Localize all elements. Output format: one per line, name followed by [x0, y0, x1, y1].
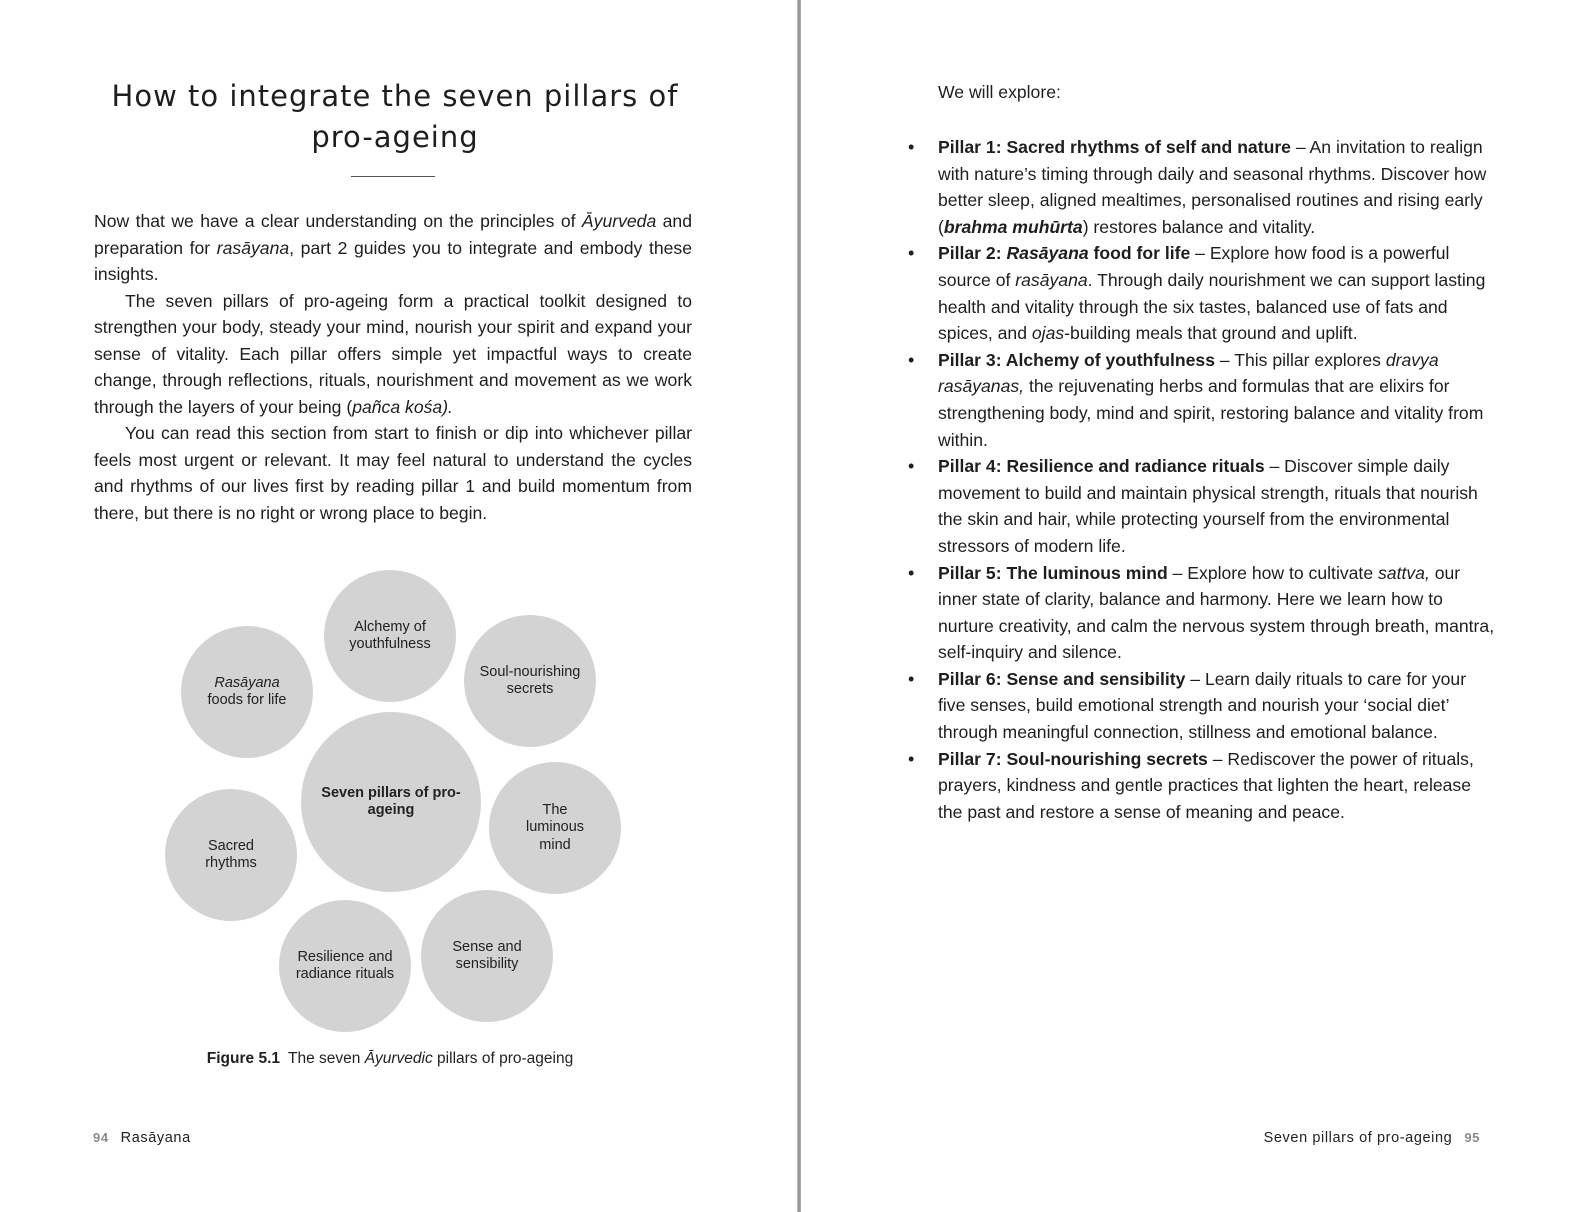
pillar-item-6 [938, 666, 1498, 746]
pillar-2-desc-e: -building meals that ground and uplift. [1064, 323, 1358, 344]
circle-label-center: Seven pillars of pro-ageing [321, 784, 461, 818]
intro-p1-text-c: and preparation for [94, 211, 692, 258]
pillar-item-1 [938, 134, 1498, 240]
pillar-item-3 [938, 347, 1498, 453]
intro-paragraph-1 [94, 208, 692, 288]
circle-sacred-rhythms [165, 789, 297, 921]
page-number-left: 94 [93, 1130, 109, 1145]
circle-label-soul: Soul-nourishing secrets [479, 663, 581, 697]
pillar-1-name: Pillar 1: Sacred rhythms of self and nature [938, 137, 1291, 157]
running-head-right: Seven pillars of pro-ageing [1263, 1130, 1453, 1146]
pillar-2-name [938, 243, 1190, 263]
pillar-2-term-ojas: ojas [1031, 323, 1065, 344]
pillar-3-name: Pillar 3: Alchemy of youthfulness [938, 349, 1215, 370]
pillar-2-name-a: Pillar 2: [938, 243, 1007, 264]
title-divider [351, 176, 435, 177]
pillar-2-desc-c: . Through daily nourishment we can support lasting health and vitality through the six tastes, balanced use of fats and spices, and [938, 269, 1486, 344]
pillar-item-4 [938, 453, 1498, 559]
circle-label-sacred: Sacred rhythms [205, 837, 257, 871]
footer-right [1264, 1130, 1480, 1146]
pillar-list [938, 134, 1498, 825]
circle-label-rasayana-rest: foods for life [207, 692, 287, 708]
intro-p2-term-panca-kosa: pañca kośa). [352, 396, 453, 417]
figure-number: Figure 5.1 [206, 1050, 280, 1067]
circle-the-luminous-mind [489, 762, 621, 894]
pillar-3-term-dravya-rasayanas: dravya rasāyanas, [938, 349, 1439, 397]
figure-caption [0, 1050, 780, 1068]
circle-label-sense: Sense and sensibility [452, 938, 522, 972]
pillar-3-desc-a: – This pillar explores [1215, 349, 1386, 370]
pillar-5-desc-c: our inner state of clarity, balance and harmony. Here we learn how to nurture creativity, and calm the nervous system through breath, mantra, self-inquiry and silence. [938, 562, 1495, 663]
circle-label-resilience: Resilience and radiance rituals [295, 948, 395, 982]
pillar-6-desc-a: – Learn daily rituals to care for your five senses, build emotional strength and nourish your ‘social diet’ through meaningful connection, stillness and emotional balance. [938, 668, 1467, 743]
intro-text [94, 208, 692, 526]
chapter-title-line-2: pro-ageing [311, 120, 479, 154]
pillar-3-desc-c: the rejuvenating herbs and formulas that are elixirs for strengthening body, mind and spirit, restoring balance and vitality from within. [938, 376, 1484, 450]
right-page [801, 0, 1588, 1212]
circle-rasayana-foods-for-life [181, 626, 313, 758]
explore-heading: We will explore: [938, 82, 1061, 102]
circle-soul-nourishing-secrets [464, 615, 596, 747]
caption-text-a: The seven [288, 1050, 365, 1067]
circle-seven-pillars-center [301, 712, 481, 892]
running-head-left: Rasāyana [120, 1130, 191, 1146]
circle-alchemy-of-youthfulness [324, 570, 456, 702]
pillar-4-desc-a: – Discover simple daily movement to build and maintain physical strength, rituals that nourish the skin and hair, while protecting yourself from the environmental stressors of modern life. [938, 456, 1478, 556]
page-number-right: 95 [1464, 1130, 1480, 1145]
pillar-item-7 [938, 746, 1498, 826]
pillar-item-5 [938, 560, 1498, 666]
chapter-title [90, 76, 700, 158]
pillar-2-name-term: Rasāyana [1006, 243, 1089, 264]
circle-label-rasayana-term: Rasāyana [214, 674, 280, 691]
pillar-7-name: Pillar 7: Soul-nourishing secrets [938, 748, 1208, 769]
circle-label-alchemy: Alchemy of youthfulness [349, 618, 431, 652]
circle-label-luminous: The luminous mind [525, 801, 585, 853]
pillar-7-desc-a: – Rediscover the power of rituals, prayers, kindness and gentle practices that lighten the heart, release the past and restore a sense of meaning and peace. [938, 748, 1474, 822]
pillar-2-name-c: food for life [1088, 243, 1191, 264]
pillar-1-desc-c: ) restores balance and vitality. [1082, 216, 1316, 237]
intro-p2-text-a: The seven pillars of pro-ageing form a practical toolkit designed to strengthen your body, steady your mind, nourish your spirit and expand your sense of vitality. Each pillar offers simple yet impactful ways to create change, through reflections, rituals, nourishment and movement as we work through the layers of your being ( [94, 290, 692, 417]
intro-paragraph-2 [94, 288, 692, 421]
pillar-item-2 [938, 240, 1498, 346]
pillar-2-term-rasayana: rasāyana [1015, 269, 1088, 290]
chapter-title-line-1: How to integrate the seven pillars of [111, 79, 679, 113]
pillar-5-desc-a: – Explore how to cultivate [1167, 562, 1378, 583]
pillar-5-term-sattva: sattva, [1378, 562, 1430, 583]
pillar-4-name: Pillar 4: Resilience and radiance rituals [938, 456, 1265, 477]
circle-label-rasayana [208, 675, 287, 710]
intro-p1-term-ayurveda: Āyurveda [581, 211, 657, 231]
caption-text-c: pillars of pro-ageing [432, 1050, 574, 1067]
intro-p1-text-a: Now that we have a clear understanding on the principles of [94, 211, 582, 231]
caption-term-ayurvedic: Āyurvedic [364, 1050, 433, 1067]
circle-resilience-and-radiance-rituals [279, 900, 411, 1032]
intro-p1-text-e: , part 2 guides you to integrate and embody these insights. [94, 237, 692, 284]
intro-paragraph-3: You can read this section from start to finish or dip into whichever pillar feels most urgent or relevant. It may feel natural to understand the cycles and rhythms of our lives first by reading pillar 1 and build momentum from there, but there is no right or wrong place to begin. [94, 423, 692, 523]
seven-pillars-diagram [0, 560, 797, 1030]
footer-left [93, 1130, 191, 1146]
pillar-6-name: Pillar 6: Sense and sensibility [938, 668, 1186, 689]
pillar-1-desc-a: – An invitation to realign with nature’s timing through daily and seasonal rhythms. Discover how better sleep, aligned mealtimes, personalised routines and rising early ( [938, 137, 1487, 237]
intro-p1-term-rasayana: rasāyana [216, 237, 290, 258]
pillar-5-name: Pillar 5: The luminous mind [938, 562, 1168, 583]
pillar-2-desc-a: – Explore how food is a powerful source of [938, 243, 1450, 290]
pillar-1-term-brahma-muhurta: brahma muhūrta [943, 216, 1083, 237]
circle-sense-and-sensibility [421, 890, 553, 1022]
